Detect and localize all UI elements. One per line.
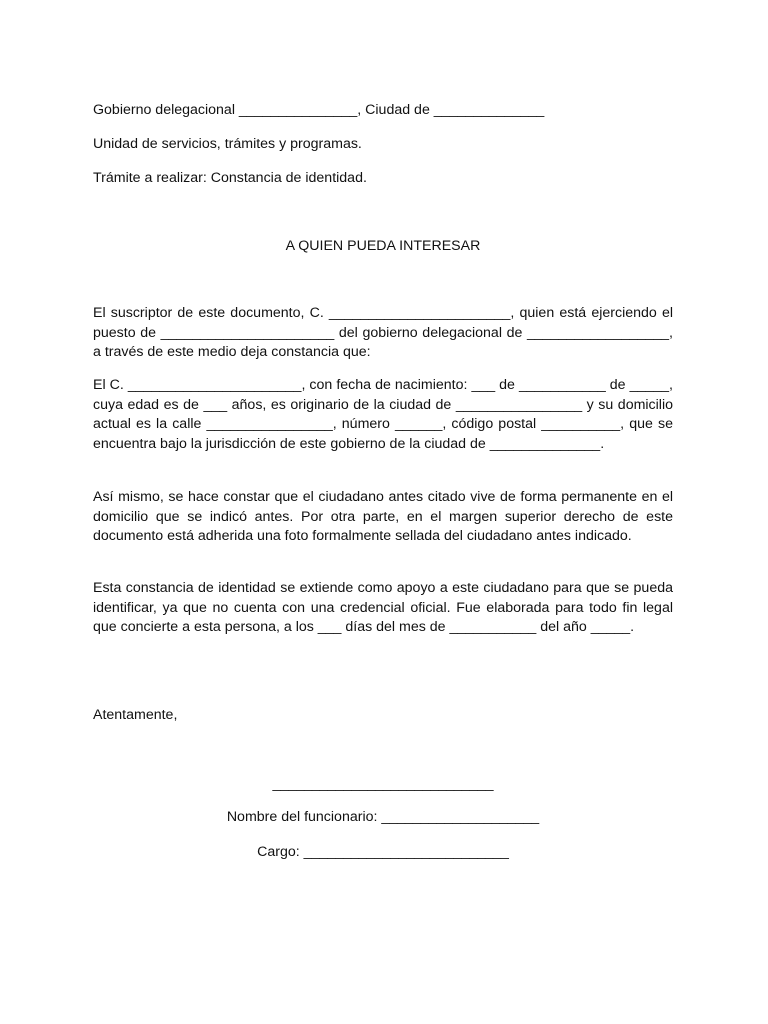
- paragraph-citizen-details: El C. ______________________, con fecha de nacimiento: ___ de ___________ de _____, cuya edad es de ___ años, es originario de la ciudad de ________________ y su domicilio actual es la calle ________________, número ______, código postal __________, que se encuentra bajo la jurisdicción de este gobierno de la ciudad de ______________.: [93, 377, 673, 452]
- header-unit: Unidad de servicios, trámites y programas.: [93, 136, 362, 152]
- official-position-field: Cargo: __________________________: [257, 844, 509, 860]
- closing-text: Atentamente,: [93, 707, 178, 723]
- header-government: Gobierno delegacional _______________, Ciudad de ______________: [93, 102, 545, 118]
- paragraph-purpose: Esta constancia de identidad se extiende como apoyo a este ciudadano para que se pueda identificar, ya que no cuenta con una credencial oficial. Fue elaborada para todo fin legal que concierte a esta persona, a los ___ días del mes de ___________ del año _____.: [93, 580, 673, 635]
- document-title: A QUIEN PUEDA INTERESAR: [285, 238, 481, 254]
- paragraph-subscriber: El suscriptor de este documento, C. _______________________, quien está ejerciendo el puesto de ______________________ del gobierno delegacional de __________________, a través de este medio deja constancia que:: [93, 305, 673, 360]
- paragraph-residence: Así mismo, se hace constar que el ciudadano antes citado vive de forma permanente en el domicilio que se indicó antes. Por otra parte, en el margen superior derecho de este documento está adherida una foto formalmente sellada del ciudadano antes indicado.: [93, 489, 673, 544]
- header-procedure: Trámite a realizar: Constancia de identidad.: [93, 170, 367, 186]
- signature-line: ____________________________: [272, 776, 494, 792]
- official-name-field: Nombre del funcionario: ____________________: [226, 809, 540, 825]
